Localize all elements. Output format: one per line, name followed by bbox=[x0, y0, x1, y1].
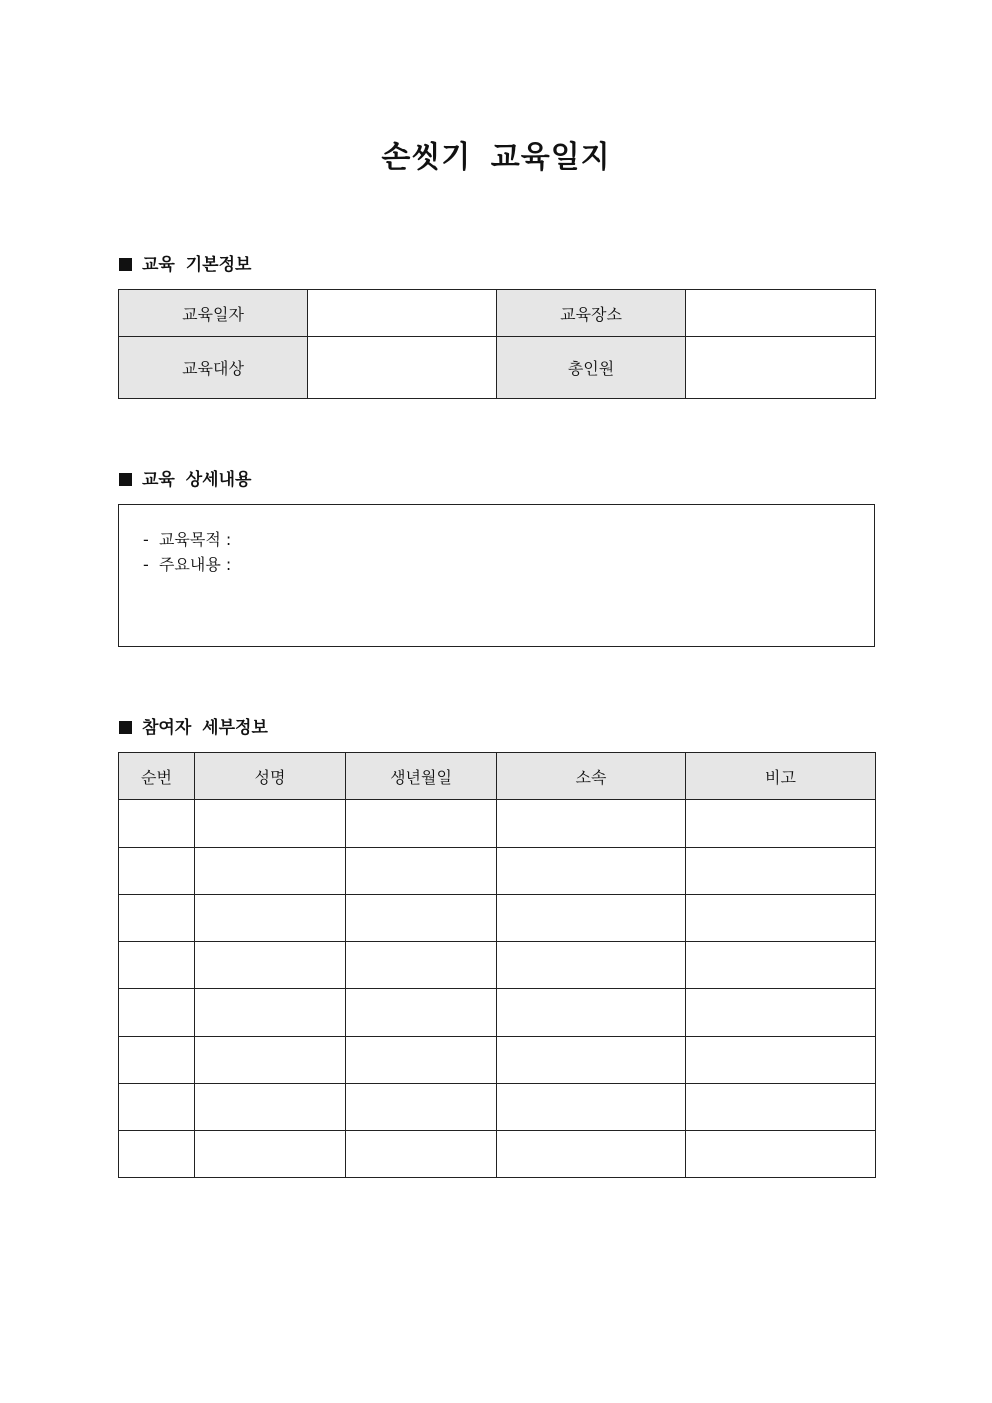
remarks-cell[interactable] bbox=[686, 1084, 876, 1131]
square-bullet-icon bbox=[119, 473, 132, 486]
column-header-name: 성명 bbox=[195, 753, 346, 800]
table-row bbox=[119, 1084, 876, 1131]
details-heading bbox=[119, 469, 251, 491]
details-heading-text: 교육 상세내용 bbox=[142, 470, 252, 490]
table-row bbox=[119, 337, 876, 399]
remarks-cell[interactable] bbox=[686, 989, 876, 1037]
square-bullet-icon bbox=[119, 258, 132, 271]
birthdate-cell[interactable] bbox=[346, 1131, 497, 1178]
remarks-cell[interactable] bbox=[686, 800, 876, 848]
birthdate-cell[interactable] bbox=[346, 800, 497, 848]
main-content-line: - 주요내용 : bbox=[143, 555, 232, 574]
participants-table bbox=[118, 752, 876, 1178]
birthdate-cell[interactable] bbox=[346, 895, 497, 942]
affiliation-cell[interactable] bbox=[497, 1084, 686, 1131]
number-cell[interactable] bbox=[119, 848, 195, 895]
remarks-cell[interactable] bbox=[686, 942, 876, 989]
education-place-field[interactable] bbox=[686, 290, 876, 337]
education-target-field[interactable] bbox=[308, 337, 497, 399]
name-cell[interactable] bbox=[195, 1037, 346, 1084]
name-cell[interactable] bbox=[195, 895, 346, 942]
name-cell[interactable] bbox=[195, 1131, 346, 1178]
table-row bbox=[119, 1037, 876, 1084]
education-purpose-line: - 교육목적 : bbox=[143, 530, 232, 549]
affiliation-cell[interactable] bbox=[497, 895, 686, 942]
remarks-cell[interactable] bbox=[686, 895, 876, 942]
column-header-affiliation: 소속 bbox=[497, 753, 686, 800]
birthdate-cell[interactable] bbox=[346, 989, 497, 1037]
table-row bbox=[119, 290, 876, 337]
number-cell[interactable] bbox=[119, 1037, 195, 1084]
table-row bbox=[119, 895, 876, 942]
remarks-cell[interactable] bbox=[686, 1131, 876, 1178]
affiliation-cell[interactable] bbox=[497, 1037, 686, 1084]
affiliation-cell[interactable] bbox=[497, 1131, 686, 1178]
affiliation-cell[interactable] bbox=[497, 942, 686, 989]
basic-info-heading bbox=[119, 254, 251, 276]
name-cell[interactable] bbox=[195, 1084, 346, 1131]
participants-heading bbox=[119, 717, 268, 739]
affiliation-cell[interactable] bbox=[497, 848, 686, 895]
name-cell[interactable] bbox=[195, 848, 346, 895]
education-date-field[interactable] bbox=[308, 290, 497, 337]
details-box[interactable] bbox=[118, 504, 875, 647]
column-header-number: 순번 bbox=[119, 753, 195, 800]
number-cell[interactable] bbox=[119, 942, 195, 989]
birthdate-cell[interactable] bbox=[346, 1037, 497, 1084]
remarks-cell[interactable] bbox=[686, 848, 876, 895]
number-cell[interactable] bbox=[119, 989, 195, 1037]
education-place-label: 교육장소 bbox=[497, 290, 686, 337]
column-header-remarks: 비고 bbox=[686, 753, 876, 800]
basic-info-table bbox=[118, 289, 876, 399]
number-cell[interactable] bbox=[119, 895, 195, 942]
birthdate-cell[interactable] bbox=[346, 942, 497, 989]
page-title: 손씻기 교육일지 bbox=[381, 140, 611, 175]
name-cell[interactable] bbox=[195, 942, 346, 989]
total-attendees-field[interactable] bbox=[686, 337, 876, 399]
table-row bbox=[119, 1131, 876, 1178]
name-cell[interactable] bbox=[195, 800, 346, 848]
basic-info-heading-text: 교육 기본정보 bbox=[142, 255, 252, 275]
table-header-row bbox=[119, 753, 876, 800]
birthdate-cell[interactable] bbox=[346, 1084, 497, 1131]
column-header-birthdate: 생년월일 bbox=[346, 753, 497, 800]
number-cell[interactable] bbox=[119, 1084, 195, 1131]
number-cell[interactable] bbox=[119, 1131, 195, 1178]
remarks-cell[interactable] bbox=[686, 1037, 876, 1084]
number-cell[interactable] bbox=[119, 800, 195, 848]
education-target-label: 교육대상 bbox=[119, 337, 308, 399]
affiliation-cell[interactable] bbox=[497, 989, 686, 1037]
table-row bbox=[119, 848, 876, 895]
education-date-label: 교육일자 bbox=[119, 290, 308, 337]
birthdate-cell[interactable] bbox=[346, 848, 497, 895]
affiliation-cell[interactable] bbox=[497, 800, 686, 848]
total-attendees-label: 총인원 bbox=[497, 337, 686, 399]
table-row bbox=[119, 800, 876, 848]
name-cell[interactable] bbox=[195, 989, 346, 1037]
table-row bbox=[119, 989, 876, 1037]
table-row bbox=[119, 942, 876, 989]
square-bullet-icon bbox=[119, 721, 132, 734]
participants-heading-text: 참여자 세부정보 bbox=[142, 718, 268, 738]
